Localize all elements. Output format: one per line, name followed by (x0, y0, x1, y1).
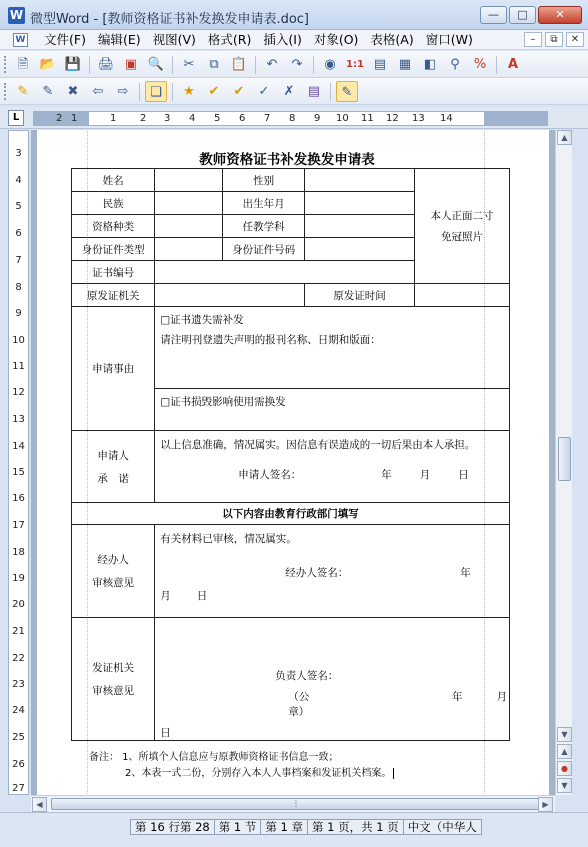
menu-edit[interactable]: 编辑(E) (97, 32, 141, 47)
ruler-tick-label: 13 (412, 113, 425, 124)
toolbar-separator (139, 83, 140, 101)
window-controls (480, 6, 582, 24)
reason-lost-note: 请注明刊登遗失声明的报刊名称、日期和版面： (160, 334, 381, 346)
promise-label-line-1: 申请人 (97, 449, 129, 462)
menu-table[interactable]: 表格(A) (370, 32, 414, 47)
zoom-percent-icon[interactable]: % (473, 57, 487, 72)
undo-icon[interactable]: ↶ (266, 57, 278, 72)
promise-cell[interactable] (155, 431, 510, 503)
ruler-tick-label: 25 (12, 732, 25, 743)
ruler-tick-label: 9 (314, 113, 321, 124)
status-line-col: 第 16 行第 28 (130, 819, 214, 835)
ruler-tick-label: 3 (15, 148, 22, 159)
status-section: 第 1 节 (214, 819, 261, 835)
maximize-button[interactable]: □ (509, 6, 536, 24)
ruler-tick-label: 5 (15, 201, 22, 212)
ruler-tick-label: 8 (15, 282, 22, 293)
reject-all-icon[interactable]: ✗ (283, 84, 295, 99)
edit-toolbar (0, 78, 588, 105)
reason-lost-checkbox[interactable]: □证书遗失需补发 (160, 314, 244, 326)
review-pane-icon[interactable]: ▤ (307, 84, 321, 99)
word-app-icon[interactable]: W (9, 8, 24, 22)
photo-box[interactable] (415, 169, 510, 284)
ruler-tick-label: 18 (12, 547, 25, 558)
ruler-tick-label: 16 (12, 493, 25, 504)
handler-cell[interactable] (155, 525, 510, 618)
show-markup-icon[interactable]: ✎ (336, 81, 358, 102)
ruler-tick-label: 14 (12, 441, 25, 452)
cut-icon[interactable]: ✂ (183, 57, 195, 72)
ruler-tick-label: 1 (110, 113, 117, 124)
menu-insert[interactable]: 插入(I) (263, 32, 302, 47)
ruler-tick-label: 20 (12, 599, 25, 610)
ruler-row (0, 107, 588, 129)
window-title: 微型Word - [教师资格证书补发换发申请表.doc] (30, 12, 309, 27)
ruler-tick-label: 2 (56, 113, 63, 124)
ruler-tick-label: 19 (12, 573, 25, 584)
reason-lost-cell[interactable] (155, 307, 510, 389)
ruler-tick-label: 23 (12, 679, 25, 690)
issuer-month: 月 (496, 691, 507, 703)
two-pages-icon[interactable]: ◧ (423, 57, 437, 72)
ruler-tick-label: 24 (12, 705, 25, 716)
ruler-tick-label: 6 (15, 228, 22, 239)
issuer-review-cell[interactable] (155, 618, 510, 741)
page-width-icon[interactable]: ▤ (373, 57, 387, 72)
label-id-number: 身份证件号码 (223, 238, 305, 261)
cert-number-field[interactable] (155, 261, 415, 284)
document-area[interactable] (31, 130, 555, 795)
document-title: 教师资格证书补发换发申请表 (199, 152, 375, 168)
ruler-tick-label: 7 (264, 113, 271, 124)
status-language[interactable]: 中文（中华人 (403, 819, 482, 835)
menu-file[interactable]: 文件(F) (44, 32, 86, 47)
issuer-review-label-line-1: 发证机关 (92, 662, 135, 674)
handler-sign-label: 经办人签名： (285, 567, 349, 579)
ruler-tick-label: 3 (164, 113, 171, 124)
label-issue-time: 原发证时间 (305, 284, 415, 307)
ruler-tick-label: 4 (15, 175, 22, 186)
subject-field[interactable] (305, 215, 415, 238)
footnote-line-2 (125, 766, 555, 782)
reason-damaged-cell[interactable] (155, 389, 510, 431)
accept-all-icon[interactable]: ✓ (258, 84, 270, 99)
section-header: 以下内容由教育行政部门填写 (72, 503, 510, 525)
issue-time-field[interactable] (415, 284, 510, 307)
ruler-tick-label: 27 (12, 783, 25, 794)
pdf-export-icon[interactable]: ▣ (124, 57, 138, 72)
doc-minimize-button[interactable]: – (524, 32, 542, 47)
zoom-100-icon[interactable]: 1:1 (346, 59, 364, 70)
menu-format[interactable]: 格式(R) (207, 32, 252, 47)
font-color-icon[interactable]: A (507, 57, 519, 72)
toolbar-separator (255, 56, 256, 74)
ruler-tick-label: 13 (12, 414, 25, 425)
ruler-tick-label: 26 (12, 759, 25, 770)
text-cursor (393, 768, 394, 779)
document-menu-icon[interactable]: W (13, 33, 28, 47)
seal-label: （公章） (288, 691, 310, 718)
document-page[interactable] (37, 130, 549, 795)
handler-text: 有关材料已审核，情况属实。 (160, 533, 297, 545)
menu-object[interactable]: 对象(O) (313, 32, 359, 47)
toolbar-separator (172, 56, 173, 74)
full-page-icon[interactable]: ▦ (398, 57, 412, 72)
ruler-tick-label: 10 (12, 335, 25, 346)
standard-toolbar (0, 51, 588, 78)
scroll-up-icon[interactable]: ▲ (557, 130, 572, 145)
ruler-tick-label: 6 (239, 113, 246, 124)
scroll-down-icon[interactable]: ▼ (557, 727, 572, 742)
label-handler (72, 525, 155, 618)
status-chapter: 第 1 章 (260, 819, 307, 835)
promise-month: 月 (419, 469, 431, 481)
toolbar-separator (496, 56, 497, 74)
footnote-line-1: 备注： 1、所填个人信息应与原教师资格证书信息一致； (89, 752, 339, 763)
label-cert-number: 证书编号 (72, 261, 155, 284)
toolbar-grip[interactable] (4, 56, 7, 73)
photo-line-1: 本人正面二寸 (430, 210, 494, 222)
insert-note-icon[interactable]: ✎ (17, 84, 29, 99)
handler-label-line-1: 经办人 (97, 554, 129, 566)
edit-note-icon[interactable]: ✎ (42, 84, 54, 99)
new-document-icon[interactable]: 🗎 (17, 57, 29, 72)
menu-view[interactable]: 视图(V) (152, 32, 196, 47)
photo-line-2: 免冠照片 (441, 231, 484, 243)
promise-year: 年 (381, 469, 392, 481)
menu-window[interactable]: 窗口(W) (425, 32, 473, 47)
ruler-tick-label: 4 (189, 113, 196, 124)
ruler-tick-label: 10 (336, 113, 349, 124)
label-issuer-review (72, 618, 155, 741)
ruler-tick-label: 7 (15, 255, 22, 266)
label-birth: 出生年月 (223, 192, 305, 215)
ruler-tick-label: 21 (12, 626, 25, 637)
horizontal-ruler[interactable] (33, 111, 548, 126)
issuer-field[interactable] (155, 284, 305, 307)
horizontal-scrollbar[interactable] (31, 795, 555, 812)
ruler-tick-label: 1 (71, 113, 78, 124)
toolbar-separator (313, 56, 314, 74)
ruler-tick-label: 2 (140, 113, 147, 124)
minimize-button[interactable]: — (480, 6, 507, 24)
ruler-tick-label: 8 (289, 113, 296, 124)
toolbar-grip[interactable] (4, 83, 7, 100)
previous-page-icon[interactable]: ▲ (557, 744, 572, 759)
accept-change-icon[interactable]: ✔ (208, 84, 220, 99)
ruler-tick-label: 15 (12, 467, 25, 478)
close-button[interactable]: ✕ (538, 6, 582, 24)
handler-year: 年 (460, 567, 471, 579)
ruler-tick-label: 11 (361, 113, 374, 124)
delete-note-icon[interactable]: ✖ (67, 84, 79, 99)
leader-sign-label: 负责人签名： (275, 670, 339, 682)
next-page-icon[interactable]: ▼ (557, 778, 572, 793)
label-reason: 申请事由 (72, 307, 155, 431)
issuer-review-label-line-2: 审核意见 (92, 685, 135, 697)
doc-close-button[interactable]: ✕ (566, 32, 584, 47)
open-folder-icon[interactable]: 📂 (39, 57, 57, 72)
scroll-left-icon[interactable]: ◀ (32, 797, 47, 812)
toolbar-separator (89, 56, 90, 74)
label-name: 姓名 (72, 169, 155, 192)
issuer-day: 日 (160, 727, 171, 739)
handler-day: 日 (196, 590, 208, 602)
application-form-table (71, 168, 510, 741)
handler-month: 月 (160, 590, 171, 602)
doc-restore-button[interactable]: ⧉ (545, 32, 563, 47)
browse-object-icon[interactable]: ● (557, 761, 572, 776)
scroll-right-icon[interactable]: ▶ (538, 797, 553, 812)
horizontal-scroll-thumb[interactable]: ⋮ (51, 798, 541, 810)
ruler-tick-label: 5 (214, 113, 221, 124)
highlight-icon[interactable]: ★ (183, 84, 195, 99)
find-icon[interactable]: ◉ (324, 57, 336, 72)
ruler-tick-label: 22 (12, 653, 25, 664)
ruler-tick-label: 12 (386, 113, 399, 124)
label-promise (72, 431, 155, 503)
handler-label-line-2: 审核意见 (92, 577, 135, 589)
promise-day: 日 (458, 469, 469, 481)
next-note-icon[interactable]: ⇨ (117, 84, 129, 99)
redo-icon[interactable]: ↷ (291, 57, 303, 72)
label-ethnicity: 民族 (72, 192, 155, 215)
id-type-field[interactable] (155, 238, 223, 261)
ruler-tick-label: 11 (12, 361, 25, 372)
ruler-tick-label: 14 (440, 113, 453, 124)
toolbar-separator (330, 83, 331, 101)
tab-stop-selector[interactable]: L (8, 110, 24, 126)
vertical-scroll-thumb[interactable] (558, 437, 571, 481)
menu-bar (0, 30, 588, 50)
previous-note-icon[interactable]: ⇦ (92, 84, 104, 99)
reason-damaged-checkbox[interactable]: □证书损毁影响使用需换发 (160, 396, 286, 408)
birth-field[interactable] (305, 192, 415, 215)
status-page: 第 1 页，共 1 页 (307, 819, 403, 835)
vertical-ruler[interactable] (8, 130, 29, 795)
promise-text: 以上信息准确，情况属实。因信息有误造成的一切后果由本人承担。 (160, 439, 476, 451)
vertical-scrollbar[interactable] (555, 130, 572, 795)
track-changes-icon[interactable]: ❏ (145, 81, 167, 102)
cert-type-field[interactable] (155, 215, 223, 238)
zoom-in-icon[interactable]: ⚲ (450, 57, 460, 72)
copy-icon[interactable]: ⧉ (209, 57, 219, 72)
promise-label-line-2: 承 诺 (97, 472, 129, 485)
issuer-year: 年 (452, 691, 463, 703)
id-number-field[interactable] (305, 238, 415, 261)
label-issuer: 原发证机关 (72, 284, 155, 307)
ruler-tick-label: 17 (12, 520, 25, 531)
status-bar (0, 812, 588, 847)
ruler-tick-label: 9 (15, 308, 22, 319)
label-gender: 性别 (223, 169, 305, 192)
print-icon[interactable]: 🖨 (97, 57, 115, 72)
promise-sign-label: 申请人签名： (238, 469, 302, 481)
toolbar-separator (172, 83, 173, 101)
title-bar (0, 0, 588, 30)
save-icon[interactable]: 💾 (64, 57, 82, 72)
label-subject: 任教学科 (223, 215, 305, 238)
label-id-type: 身份证件类型 (72, 238, 155, 261)
ethnicity-field[interactable] (155, 192, 223, 215)
label-cert-type: 资格种类 (72, 215, 155, 238)
gender-field[interactable] (305, 169, 415, 192)
paste-icon[interactable]: 📋 (230, 57, 248, 72)
print-preview-icon[interactable]: 🔍 (147, 57, 165, 72)
reject-change-icon[interactable]: ✔ (233, 84, 245, 99)
name-field[interactable] (155, 169, 223, 192)
footnote-line-2-text: 2、本表一式二份，分别存入本人人事档案和发证机关档案。 (125, 768, 392, 779)
ruler-tick-label: 12 (12, 387, 25, 398)
